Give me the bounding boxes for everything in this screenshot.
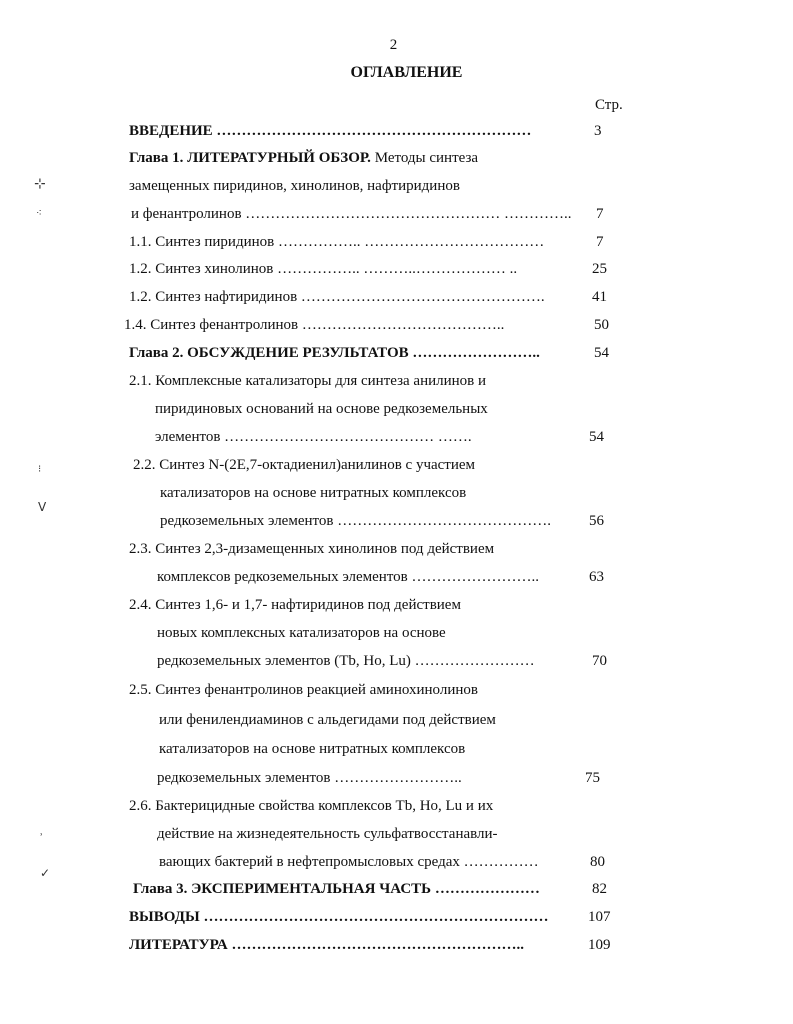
chapter-1-heading: Глава 1. ЛИТЕРАТУРНЫЙ ОБЗОР. [129,150,371,166]
toc-line-1-1: 1.1. Синтез пиридинов …………….. ……………………………… [129,234,545,250]
toc-line-2-2: 2.2. Синтез N-(2E,7-октадиенил)анилинов с участием [133,457,476,473]
toc-page-2-1: 54 [589,429,604,445]
toc-line-1-4: 1.4. Синтез фенантролинов ………………………………….. [124,317,505,333]
toc-line-2-2-cont: катализаторов на основе нитратных комплексов [160,485,467,501]
toc-line-1-2a: 1.2. Синтез хинолинов …………….. ………..……………… .. [129,261,518,277]
toc-line-2-5-cont2: катализаторов на основе нитратных комплексов [159,741,466,757]
toc-page-chapter-1: 7 [596,206,604,222]
page-title: ОГЛАВЛЕНИЕ [350,64,463,81]
toc-page-1-4: 50 [594,317,609,333]
toc-line-1-2b: 1.2. Синтез нафтиридинов …………………………………………. [129,289,545,305]
toc-line-2-4-cont: новых комплексных катализаторов на основе [157,625,446,641]
toc-line-introduction: ВВЕДЕНИЕ ……………………………………………………… [129,123,532,139]
toc-page-references: 109 [588,937,611,953]
toc-line-2-3-end: комплексов редкоземельных элементов …………………….. [157,569,540,585]
toc-page-2-5: 75 [585,770,600,786]
toc-line-2-4: 2.4. Синтез 1,6- и 1,7- нафтиридинов под действием [129,597,461,613]
page-number: 2 [389,37,398,53]
margin-mark-6: ✓ [40,866,51,880]
toc-line-2-2-end: редкоземельных элементов ……………………………………. [160,513,551,529]
toc-line-chapter-1-cont: замещенных пиридинов, хинолинов, нафтиридинов [129,178,460,194]
toc-page-2-2: 56 [589,513,604,529]
margin-mark-4: ᐯ [38,500,47,514]
toc-line-chapter-1 [129,149,478,167]
toc-page-introduction: 3 [594,123,602,139]
margin-mark-3: ⁝ [38,464,42,475]
toc-line-2-5: 2.5. Синтез фенантролинов реакцией аминохинолинов [129,682,478,698]
toc-line-2-6-cont: действие на жизнедеятельность сульфатвосстанавли- [157,826,498,842]
toc-line-2-1: 2.1. Комплексные катализаторы для синтеза анилинов и [129,373,487,389]
toc-line-2-5-end: редкоземельных элементов …………………….. [157,770,462,786]
toc-line-2-3: 2.3. Синтез 2,3-дизамещенных хинолинов под действием [129,541,495,557]
toc-line-2-4-end: редкоземельных элементов (Tb, Ho, Lu) …………………… [157,653,535,669]
toc-page-1-2a: 25 [592,261,607,277]
toc-line-2-6-end: вающих бактерий в нефтепромысловых средах …………… [159,854,539,870]
toc-line-conclusions: ВЫВОДЫ …………………………………………………………… [129,909,549,925]
margin-mark-5: ˒ [40,830,44,841]
toc-line-2-1-cont: пиридиновых оснований на основе редкоземельных [155,401,488,417]
toc-page-conclusions: 107 [588,909,611,925]
toc-page-2-6: 80 [590,854,605,870]
page-column-label: Стр. [595,97,623,113]
toc-line-2-1-end: элементов …………………………………… ……. [155,429,472,445]
toc-line-references: ЛИТЕРАТУРА ………………………………………………….. [129,937,524,953]
toc-line-2-6: 2.6. Бактерицидные свойства комплексов Tb, Ho, Lu и их [129,798,494,814]
toc-page-1-2b: 41 [592,289,607,305]
toc-line-chapter-2: Глава 2. ОБСУЖДЕНИЕ РЕЗУЛЬТАТОВ …………………….. [129,345,540,361]
toc-page-1-1: 7 [596,234,604,250]
toc-line-2-5-cont1: или фенилендиаминов с альдегидами под действием [159,712,496,728]
chapter-1-subtitle: Методы синтеза [374,150,479,166]
margin-mark-1: ⊹ [34,176,46,192]
margin-mark-2: ⁖ [36,208,42,219]
toc-line-chapter-1-end: и фенантролинов …………………………………………… ………….. [131,206,572,222]
toc-page-2-3: 63 [589,569,604,585]
toc-page-chapter-2: 54 [594,345,609,361]
toc-page-chapter-3: 82 [592,881,607,897]
toc-line-chapter-3: Глава 3. ЭКСПЕРИМЕНТАЛЬНАЯ ЧАСТЬ ………………… [133,881,540,897]
toc-page-2-4: 70 [592,653,607,669]
